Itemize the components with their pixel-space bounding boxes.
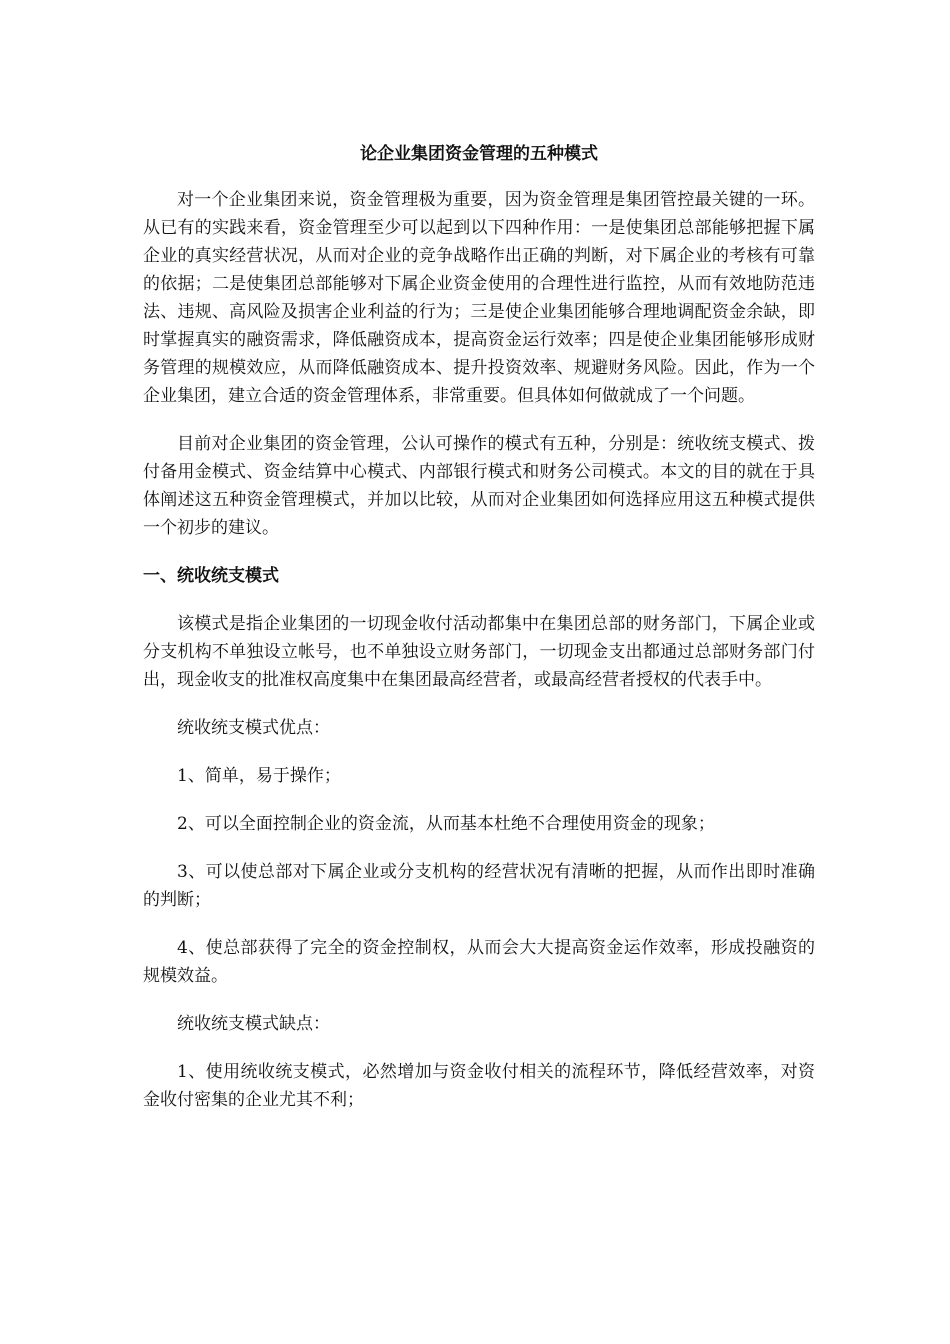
advantage-item: 2、可以全面控制企业的资金流，从而基本杜绝不合理使用资金的现象；	[177, 814, 715, 834]
document-body	[143, 140, 815, 1134]
intro-paragraph-1: 对一个企业集团来说，资金管理极为重要，因为资金管理是集团管控最关键的一环。从已有的实践来看，资金管理至少可以起到以下四种作用：一是使集团总部能够把握下属企业的真实经营状况，从而对企业的竞争战略作出正确的判断，对下属企业的考核有可靠的依据；二是使集团总部能够对下属企业资金使用的合理性进行监控，从而有效地防范违法、违规、高风险及损害企业利益的行为；三是使企业集团能够合理地调配资金余缺，即时掌握真实的融资需求，降低融资成本，提高资金运行效率；四是使企业集团能够形成财务管理的规模效应，从而降低融资成本、提升投资效率、规避财务风险。因此，作为一个企业集团，建立合适的资金管理体系，非常重要。但具体如何做就成了一个问题。	[143, 190, 815, 406]
section-description: 该模式是指企业集团的一切现金收付活动都集中在集团总部的财务部门，下属企业或分支机构不单独设立帐号，也不单独设立财务部门，一切现金支出都通过总部财务部门付出，现金收支的批准权高度集中在集团最高经营者，或最高经营者授权的代表手中。	[143, 614, 815, 690]
section-heading: 一、统收统支模式	[143, 566, 279, 586]
intro-paragraph-2: 目前对企业集团的资金管理，公认可操作的模式有五种，分别是：统收统支模式、拨付备用金模式、资金结算中心模式、内部银行模式和财务公司模式。本文的目的就在于具体阐述这五种资金管理模式，并加以比较，从而对企业集团如何选择应用这五种模式提供一个初步的建议。	[143, 434, 815, 538]
disadvantages-label: 统收统支模式缺点：	[177, 1014, 330, 1034]
advantage-item: 3、可以使总部对下属企业或分支机构的经营状况有清晰的把握，从而作出即时准确的判断；	[143, 862, 815, 910]
advantages-label: 统收统支模式优点：	[177, 718, 330, 738]
advantage-item: 1、简单，易于操作；	[177, 766, 341, 786]
disadvantage-item: 1、使用统收统支模式，必然增加与资金收付相关的流程环节，降低经营效率，对资金收付密集的企业尤其不利；	[143, 1062, 815, 1110]
advantage-item: 4、使总部获得了完全的资金控制权，从而会大大提高资金运作效率，形成投融资的规模效益。	[143, 938, 815, 986]
document-title: 论企业集团资金管理的五种模式	[360, 144, 598, 164]
